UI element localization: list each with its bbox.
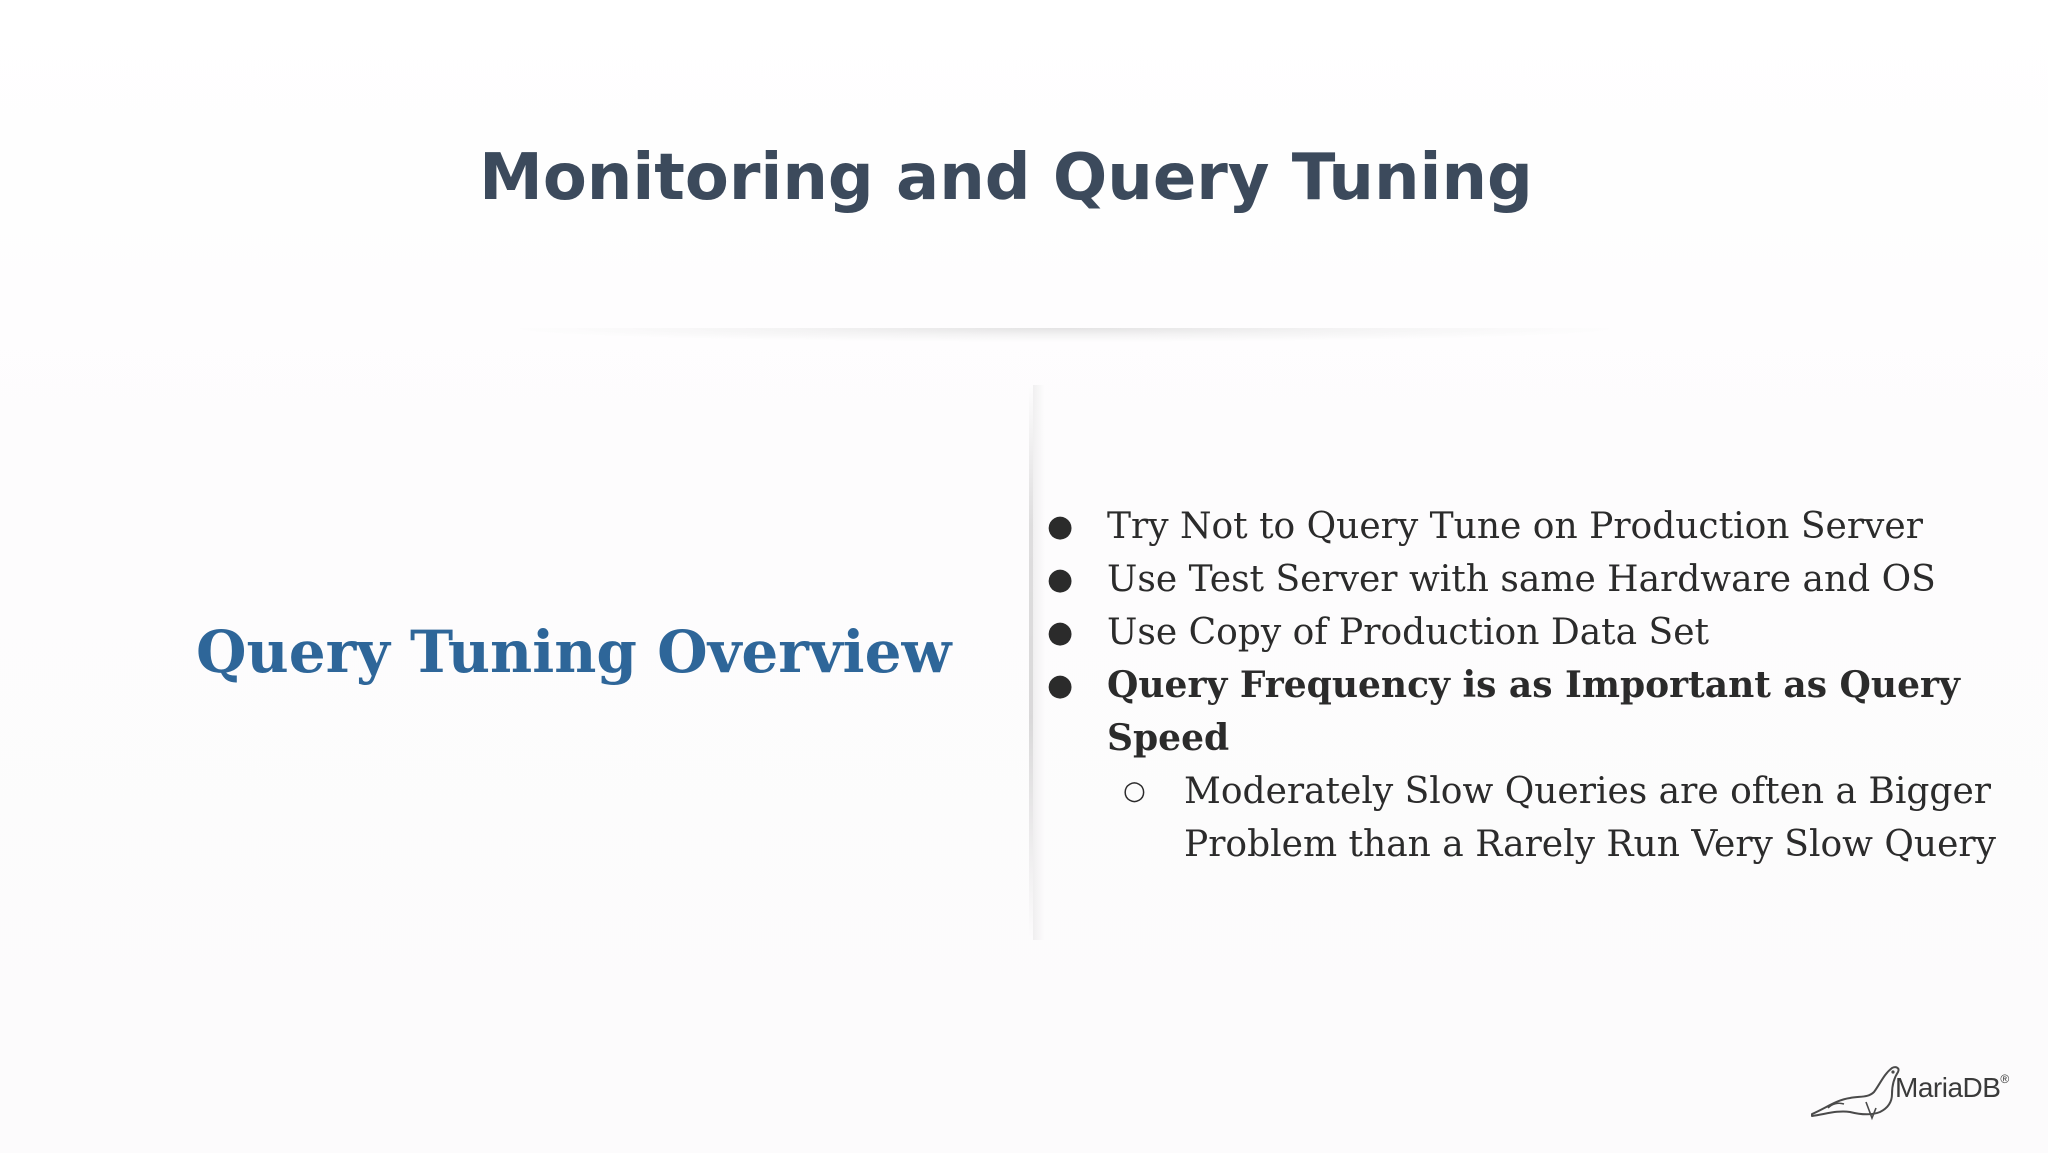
vertical-divider-shadow [1033,385,1045,940]
title-divider [500,328,1630,342]
sub-bullet-item [1045,765,2005,871]
bullet-item [1045,500,2005,553]
bullet-text: Use Copy of Production Data Set [1107,612,1709,653]
bullet-item [1045,606,2005,659]
slide-title: Monitoring and Query Tuning [479,141,1533,215]
logo-registered-mark: ® [2000,1072,2009,1086]
bullet-dot-icon: ● [1047,668,1074,703]
bullet-text: Query Frequency is as Important as Query Speed [1107,664,1960,759]
sub-bullet-ring-icon: ○ [1123,776,1146,806]
bullet-text: Try Not to Query Tune on Production Server [1107,506,1923,547]
bullet-dot-icon: ● [1047,615,1074,650]
section-heading: Query Tuning Overview [196,618,952,686]
bullet-item [1045,553,2005,606]
bullet-text: Use Test Server with same Hardware and OS [1107,559,1936,600]
logo-wordmark [1895,1072,2009,1104]
logo-text: MariaDB [1895,1072,2001,1103]
bullet-list [1045,500,2005,871]
bullet-item-emphasized [1045,659,2005,765]
sub-bullet-text: Moderately Slow Queries are often a Bigger Problem than a Rarely Run Very Slow Query [1184,771,1996,865]
bullet-dot-icon: ● [1047,509,1074,544]
bullet-dot-icon: ● [1047,562,1074,597]
